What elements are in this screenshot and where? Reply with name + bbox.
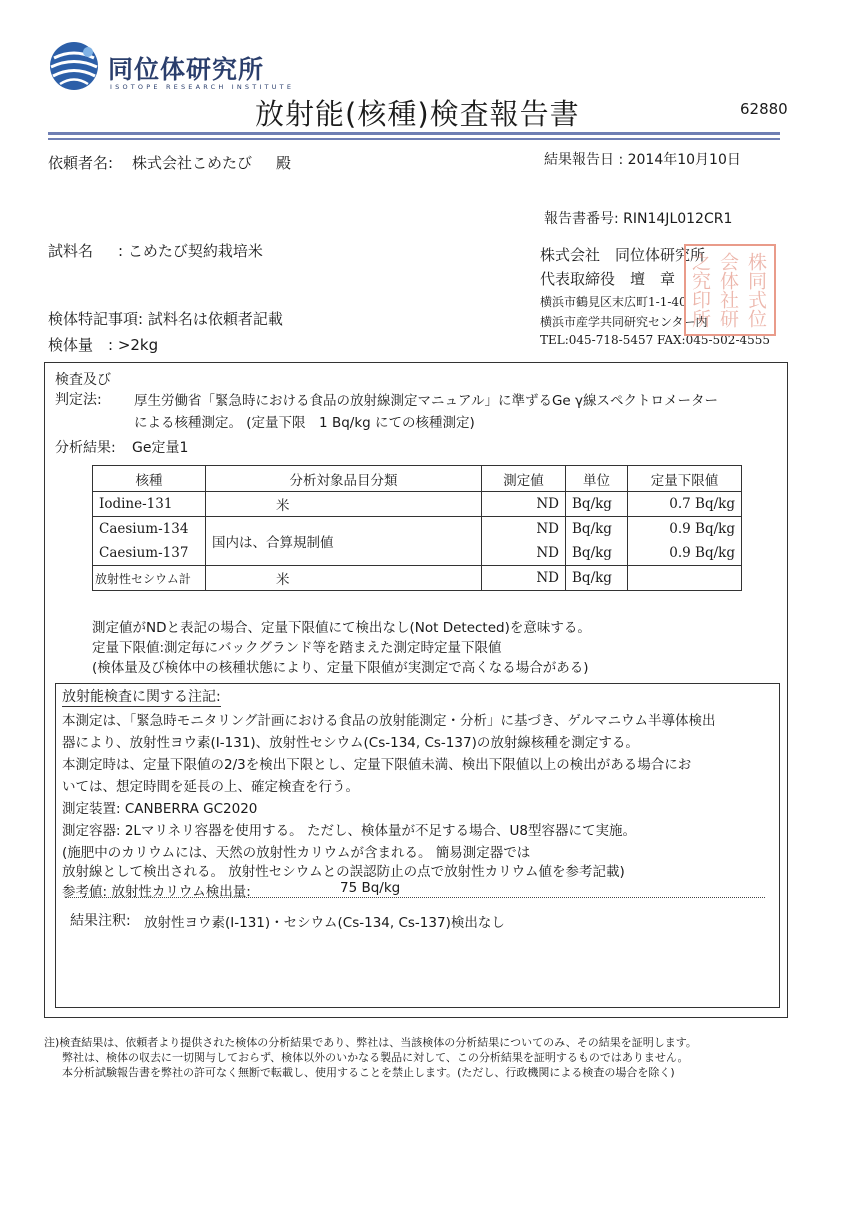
client-honorific: 殿 xyxy=(276,154,292,172)
remarks-line: 器により、放射性ヨウ素(I-131)、放射性セシウム(Cs-134, Cs-137)の放射線核種を測定する。 xyxy=(62,735,639,751)
reference-label: 参考値: 放射性カリウム検出量: xyxy=(62,884,251,900)
header-rule-bottom xyxy=(48,138,780,140)
nuclide-cell: Caesium-134 xyxy=(93,517,206,542)
specimen-amount: 検体量 : >2kg xyxy=(48,336,159,354)
page-title: 放射能(核種)検査報告書 xyxy=(255,97,580,131)
table-row xyxy=(93,566,742,591)
remarks-line: 本測定時は、定量下限値の2/3を検出下限とし、定量下限値未満、検出下限値以上の検出がある場合にお xyxy=(62,757,692,773)
reference-dotted-rule xyxy=(65,897,765,898)
issuer-contact: TEL:045-718-5457 FAX:045-502-4555 xyxy=(540,333,771,347)
method-text-line2: による核種測定。 (定量下限 1 Bq/kg にての核種測定) xyxy=(134,415,475,431)
globe-logo-icon xyxy=(48,40,100,92)
value-cell: ND xyxy=(482,517,566,542)
footer-line: 本分析試験報告書を弊社の許可なく無断で転載し、使用することを禁止します。(ただし、行政機関による検査の場合を除く) xyxy=(62,1066,675,1079)
client-name: 株式会社こめたび xyxy=(132,154,253,172)
category-cell: 国内は、合算規制値 xyxy=(206,517,482,566)
company-logo-name: 同位体研究所 xyxy=(108,55,265,84)
nuclide-cell: Iodine-131 xyxy=(93,492,206,517)
unit-cell: Bq/kg xyxy=(566,492,628,517)
result-text: 放射性ヨウ素(I-131)・セシウム(Cs-134, Cs-137)検出なし xyxy=(144,915,505,931)
limit-cell xyxy=(628,566,742,591)
limit-cell: 0.9 Bq/kg xyxy=(628,517,742,542)
reference-value: 75 Bq/kg xyxy=(340,880,401,896)
note-line: 測定値がNDと表記の場合、定量下限値にて検出なし(Not Detected)を意味する。 xyxy=(92,620,591,636)
table-header-row xyxy=(93,466,742,492)
value-cell: ND xyxy=(482,492,566,517)
remarks-title: 放射能検査に関する注記: xyxy=(62,686,221,707)
method-label-line1: 検査及び xyxy=(55,372,111,388)
unit-cell: Bq/kg xyxy=(566,566,628,591)
header-unit: 単位 xyxy=(566,466,628,492)
header-value: 測定値 xyxy=(482,466,566,492)
method-text-line1: 厚生労働省「緊急時における食品の放射線測定マニュアル」に準ずるGe γ線スペクトロメーター xyxy=(134,393,719,409)
footer-line: 注)検査結果は、依頼者より提供された検体の分析結果であり、弊社は、当該検体の分析結果についてのみ、その結果を証明します。 xyxy=(44,1036,697,1049)
remarks-line: 測定装置: CANBERRA GC2020 xyxy=(62,801,258,817)
issuer-address: 横浜市鶴見区末広町1-1-40 xyxy=(540,295,687,309)
seal-lettering: 株同式位会体社研之究印所 xyxy=(689,252,767,328)
limit-cell: 0.7 Bq/kg xyxy=(628,492,742,517)
header-nuclide: 核種 xyxy=(93,466,206,492)
method-label-line2: 判定法: xyxy=(55,392,102,408)
analysis-value: Ge定量1 xyxy=(132,440,189,456)
issuer-center: 横浜市産学共同研究センター内 xyxy=(540,315,708,329)
specimen-note: 検体特記事項: 試料名は依頼者記載 xyxy=(48,310,283,328)
sample-label: 試料名 xyxy=(48,242,94,260)
value-cell: ND xyxy=(482,566,566,591)
unit-cell: Bq/kg xyxy=(566,541,628,566)
report-id: 報告書番号: RIN14JL012CR1 xyxy=(544,211,733,227)
client-label: 依頼者名: xyxy=(48,154,114,172)
report-number: 62880 xyxy=(740,100,788,118)
remarks-line: いては、想定時間を延長の上、確定検査を行う。 xyxy=(62,779,359,795)
category-cell: 米 xyxy=(206,566,482,591)
issuer-representative: 代表取締役 壇 章 xyxy=(540,270,676,288)
nuclide-cell: 放射性セシウム計 xyxy=(93,566,206,591)
category-cell: 米 xyxy=(206,492,482,517)
header-rule-top xyxy=(48,132,780,135)
unit-cell: Bq/kg xyxy=(566,517,628,542)
results-table xyxy=(92,465,742,591)
sample-value: : こめたび契約栽培米 xyxy=(118,242,263,260)
company-logo-subtitle: ISOTOPE RESEARCH INSTITUTE xyxy=(110,83,295,91)
nuclide-cell: Caesium-137 xyxy=(93,541,206,566)
table-row xyxy=(93,492,742,517)
note-line: (検体量及び検体中の核種状態により、定量下限値が実測定で高くなる場合がある) xyxy=(92,660,589,676)
issuer-company: 株式会社 同位体研究所 xyxy=(540,246,706,264)
analysis-label: 分析結果: xyxy=(55,440,116,456)
report-date: 結果報告日 : 2014年10月10日 xyxy=(544,152,741,168)
value-cell: ND xyxy=(482,541,566,566)
remarks-line: 本測定は、「緊急時モニタリング計画における食品の放射能測定・分析」に基づき、ゲルマニウム半導体検出 xyxy=(62,713,716,729)
remarks-line: 放射線として検出される。 放射性セシウムとの誤認防止の点で放射性カリウム値を参考記載) xyxy=(62,864,625,880)
remarks-line: (施肥中のカリウムには、天然の放射性カリウムが含まれる。 簡易測定器では xyxy=(62,845,531,861)
note-line: 定量下限値:測定毎にバックグランド等を踏まえた測定時定量下限値 xyxy=(92,640,502,656)
remarks-line: 測定容器: 2Lマリネリ容器を使用する。 ただし、検体量が不足する場合、U8型容器にて実施。 xyxy=(62,823,636,839)
header-category: 分析対象品目分類 xyxy=(206,466,482,492)
company-seal-stamp xyxy=(684,244,776,336)
limit-cell: 0.9 Bq/kg xyxy=(628,541,742,566)
footer-line: 弊社は、検体の収去に一切関与しておらず、検体以外のいかなる製品に対して、この分析結果を証明するものではありません。 xyxy=(62,1051,689,1064)
table-row xyxy=(93,517,742,542)
header-limit: 定量下限値 xyxy=(628,466,742,492)
result-label: 結果注釈: xyxy=(70,913,131,929)
